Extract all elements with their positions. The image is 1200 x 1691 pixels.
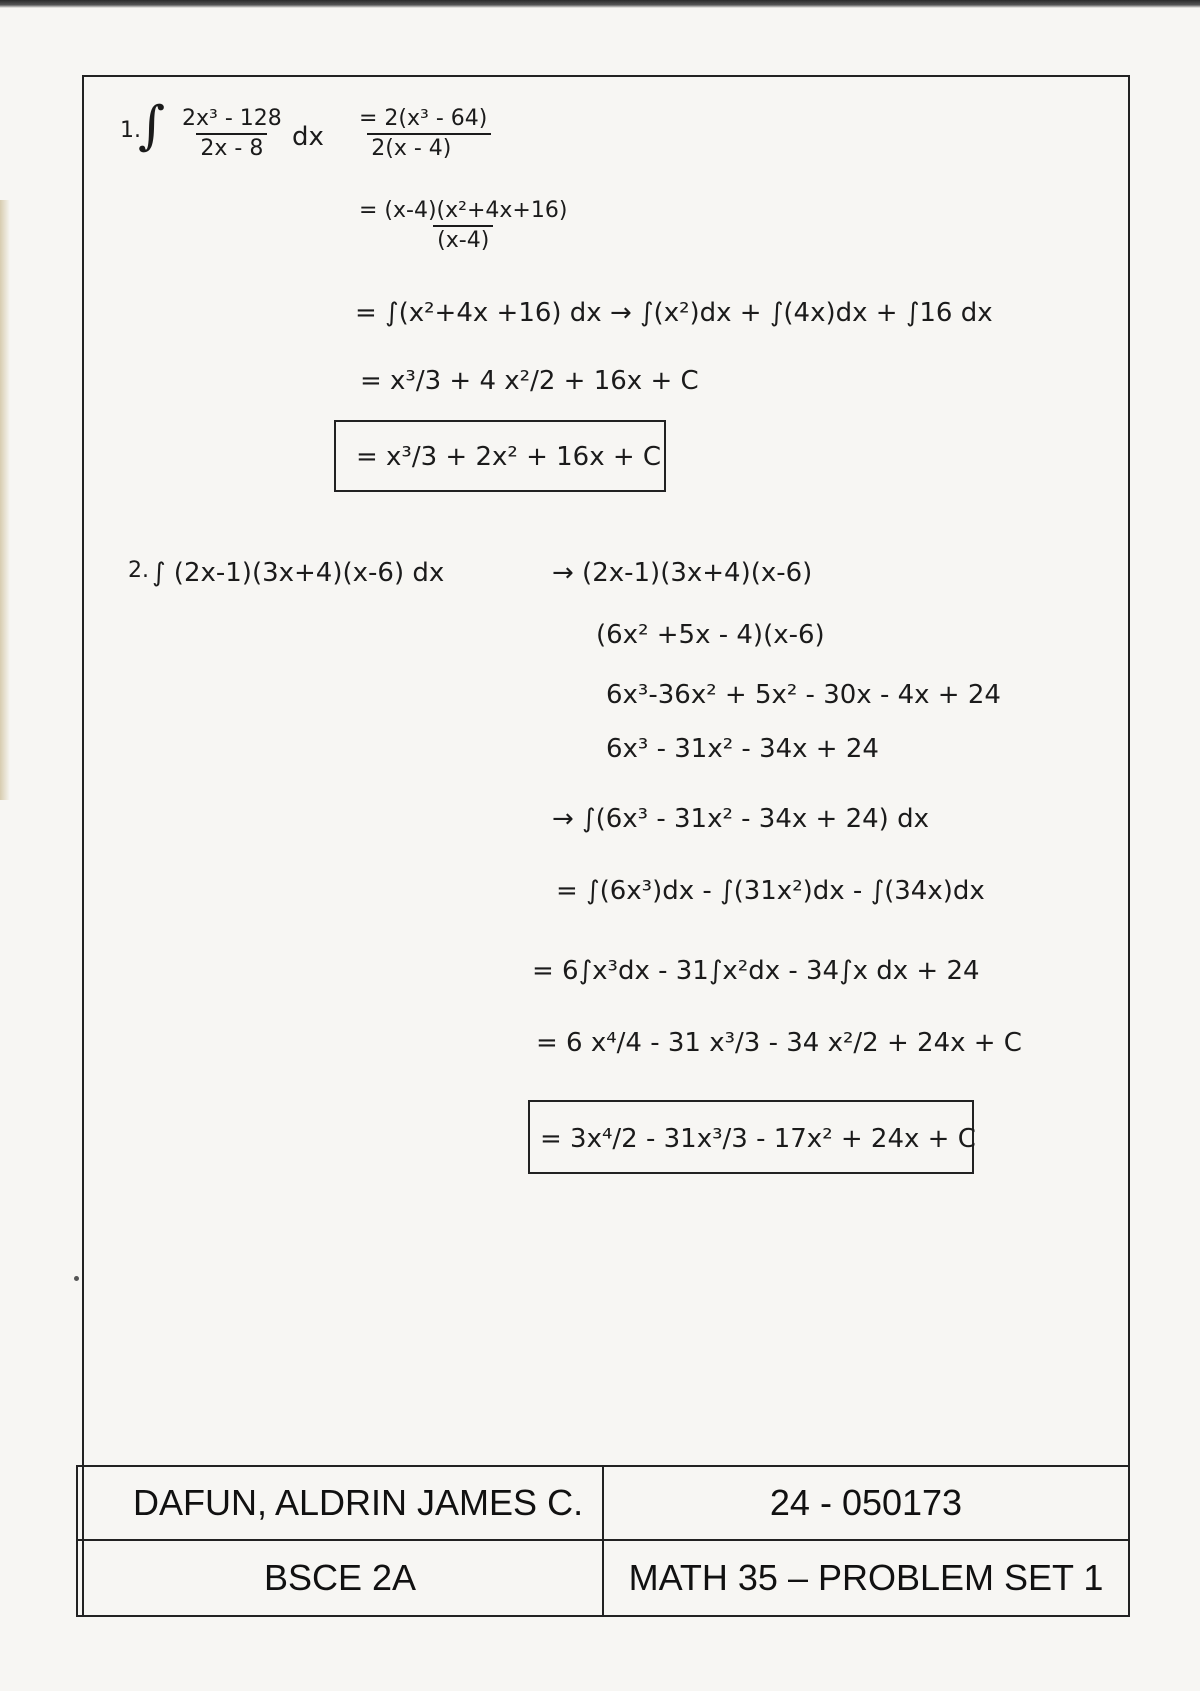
problem-2-line-5: → ∫(6x³ - 31x² - 34x + 24) dx	[552, 804, 929, 834]
problem-1-step-4: = x³/3 + 4 x²/2 + 16x + C	[360, 366, 699, 396]
step-1-numerator: = 2(x³ - 64)	[359, 106, 488, 131]
problem-2-line-8: = 6 x⁴/4 - 31 x³/3 - 34 x²/2 + 24x + C	[536, 1028, 1022, 1058]
problem-1-number: 1.	[120, 118, 141, 143]
problem-1-dx: dx	[292, 122, 324, 152]
integral-sign-icon: ∫	[138, 96, 166, 156]
problem-1-answer: = x³/3 + 2x² + 16x + C	[356, 442, 662, 472]
student-name: DAFUN, ALDRIN JAMES C.	[78, 1467, 604, 1541]
problem-2-number: 2.	[128, 558, 149, 583]
problem-2-answer: = 3x⁴/2 - 31x³/3 - 17x² + 24x + C	[540, 1124, 976, 1154]
problem-1-step-1	[355, 108, 491, 160]
problem-2-line-7: = 6∫x³dx - 31∫x²dx - 34∫x dx + 24	[532, 956, 980, 986]
student-id: 24 - 050173	[604, 1467, 1128, 1541]
problem-2-integral: ∫ (2x-1)(3x+4)(x-6) dx	[152, 558, 445, 588]
student-info-table	[76, 1465, 1130, 1617]
problem-1-integrand	[178, 108, 286, 160]
problem-2-line-2: (6x² +5x - 4)(x-6)	[596, 620, 825, 650]
problem-1-step-2	[355, 200, 571, 252]
problem-1-step-3: = ∫(x²+4x +16) dx → ∫(x²)dx + ∫(4x)dx + ∫16 dx	[355, 298, 993, 328]
step-1-denominator: 2(x - 4)	[367, 133, 491, 160]
step-2-denominator: (x-4)	[433, 225, 493, 252]
problem-1-answer-box	[334, 420, 666, 492]
problem-2-line-6: = ∫(6x³)dx - ∫(31x²)dx - ∫(34x)dx	[556, 876, 985, 906]
course-subject: MATH 35 – PROBLEM SET 1	[628, 1557, 1104, 1598]
problem-2-answer-box	[528, 1100, 974, 1174]
paper-speck	[74, 1276, 79, 1281]
problem-2-line-3: 6x³-36x² + 5x² - 30x - 4x + 24	[606, 680, 1001, 710]
integrand-numerator: 2x³ - 128	[182, 106, 282, 131]
step-2-numerator: = (x-4)(x²+4x+16)	[359, 198, 568, 223]
student-section: BSCE 2A	[78, 1541, 604, 1615]
problem-2-line-4: 6x³ - 31x² - 34x + 24	[606, 734, 879, 764]
integrand-denominator: 2x - 8	[196, 133, 267, 160]
problem-2-line-1: → (2x-1)(3x+4)(x-6)	[552, 558, 813, 588]
